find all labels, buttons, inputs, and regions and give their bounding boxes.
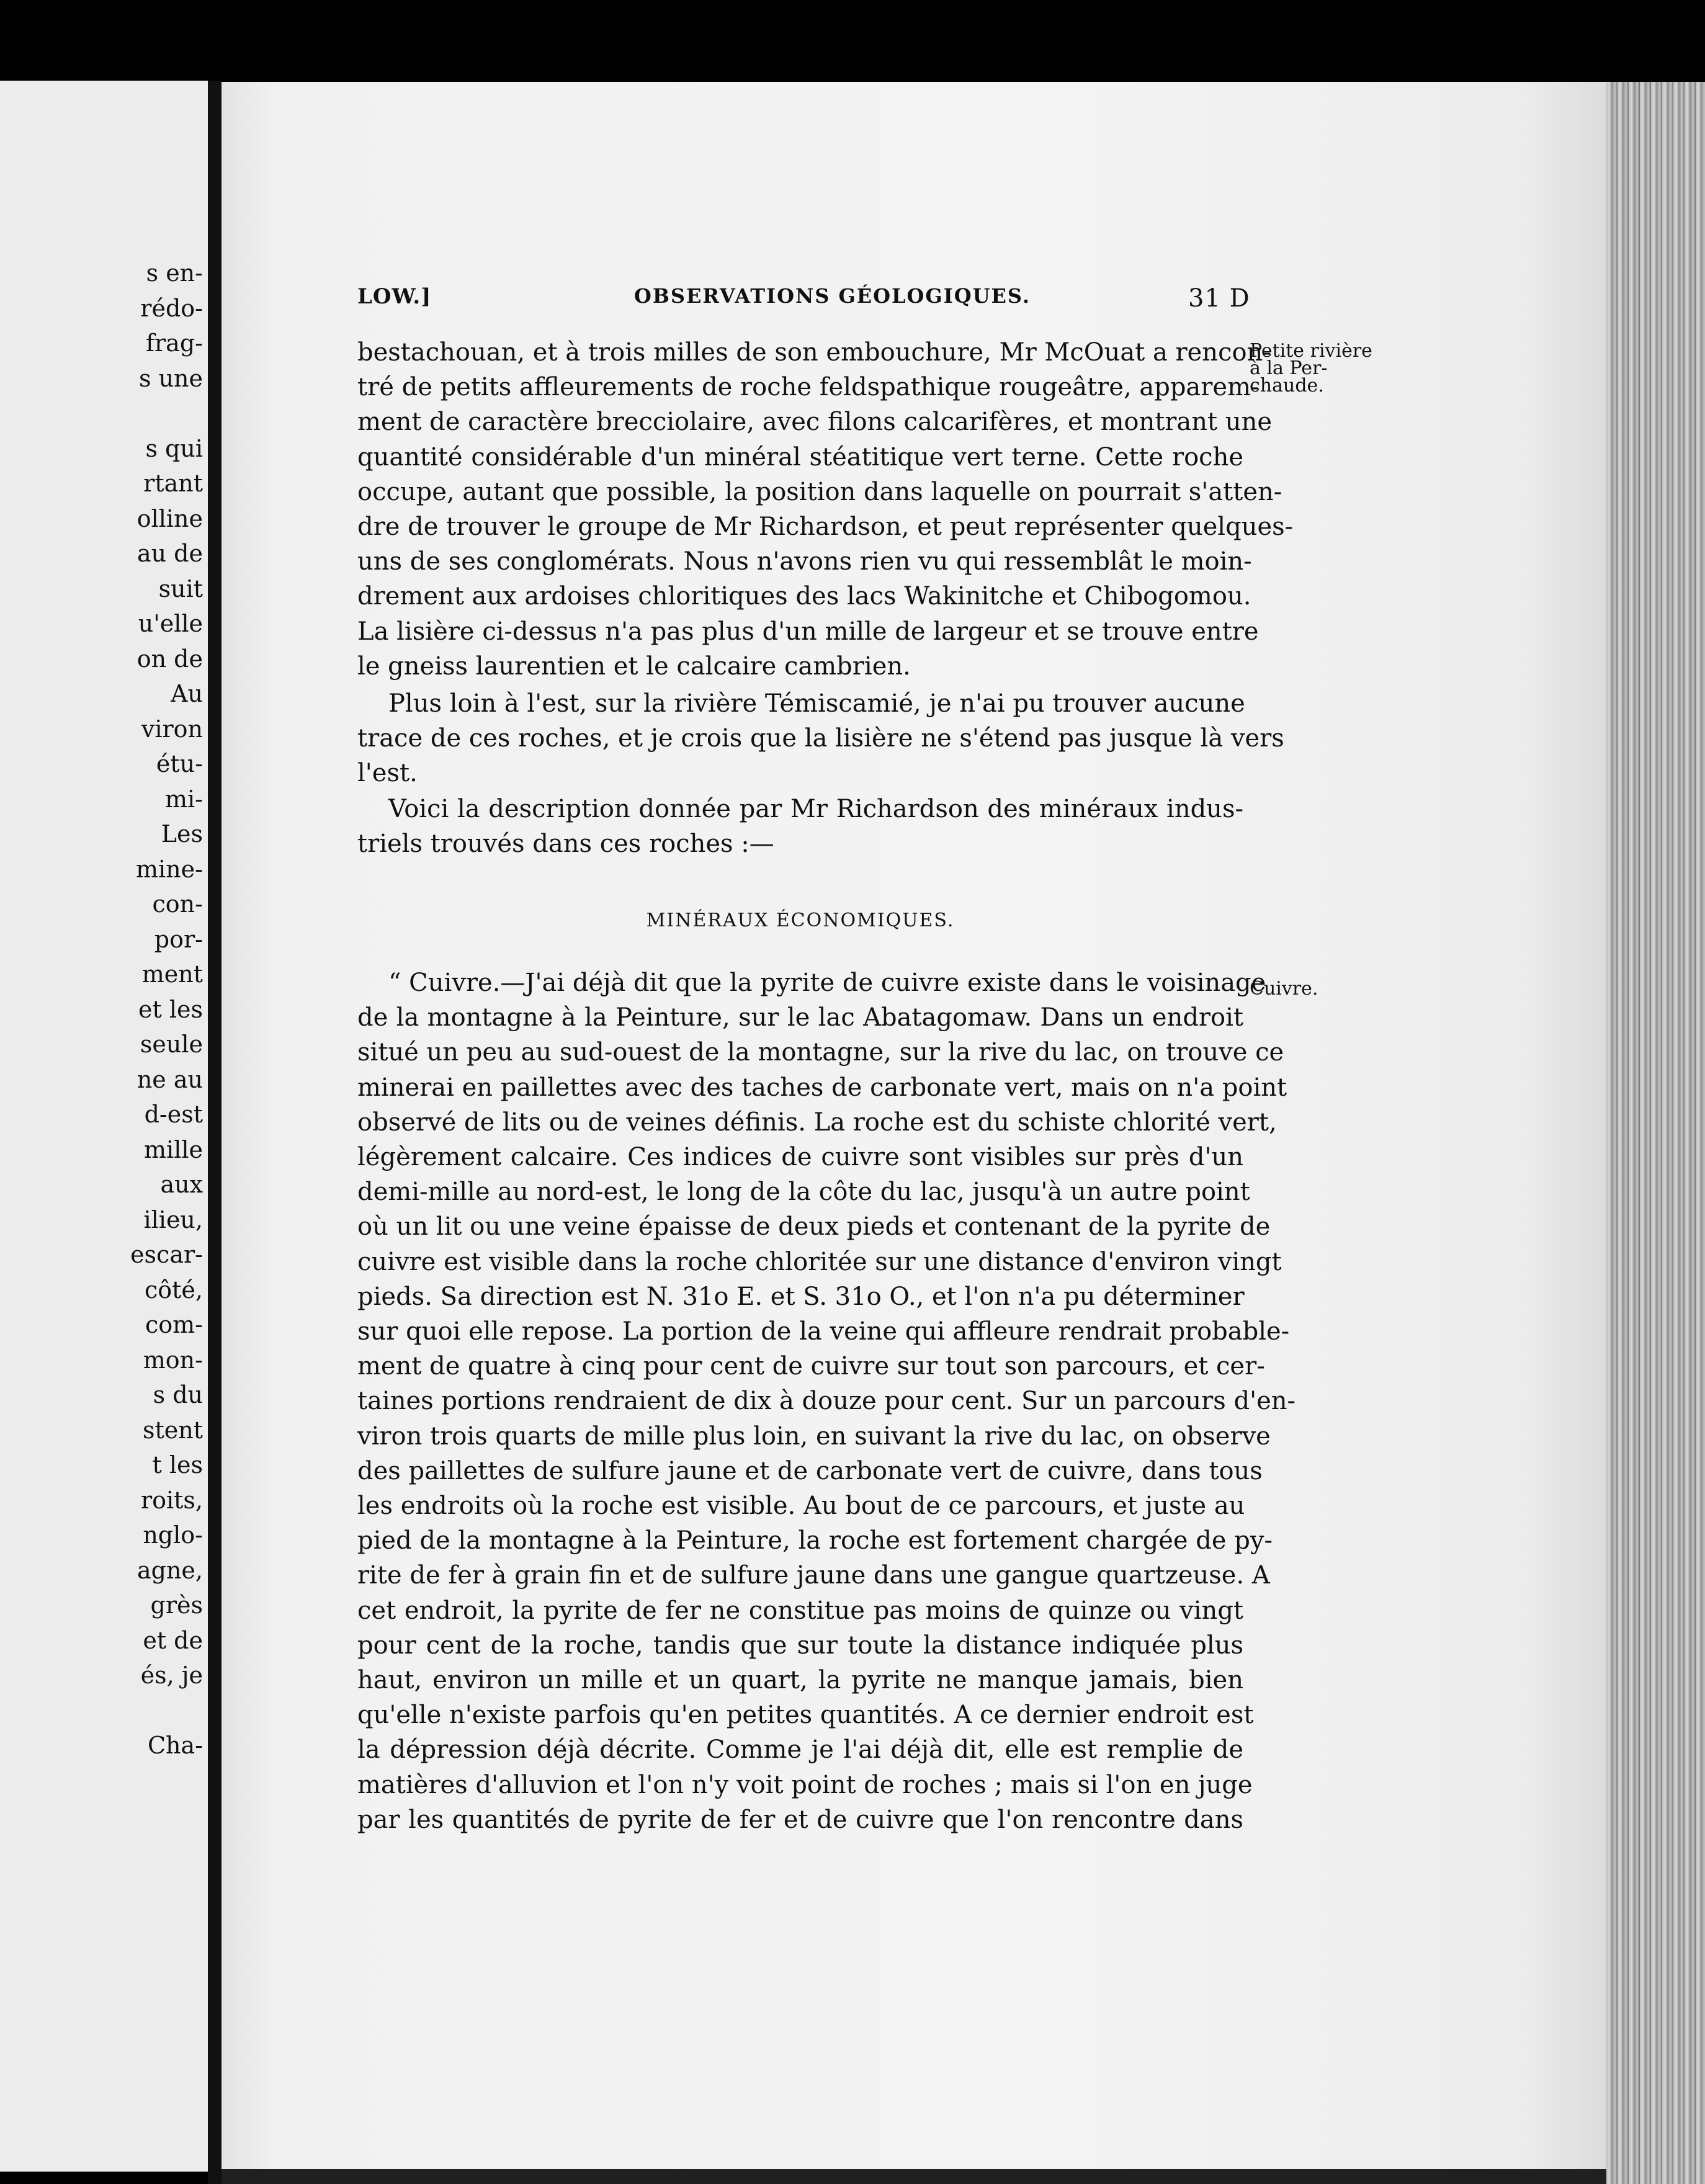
left-page-line: viron — [141, 715, 203, 743]
left-page-line: on de — [136, 645, 203, 673]
text-line: trace de ces roches, et je crois que la lisière ne s'étend pas jusque là vers — [357, 724, 1284, 753]
left-page-line: ilieu, — [143, 1206, 203, 1233]
left-page-line: escar- — [130, 1241, 203, 1268]
left-page-line: grès — [150, 1591, 203, 1619]
left-page-fragment — [0, 81, 208, 2172]
text-line: haut, environ un mille et un quart, la pyrite ne manque jamais, bien — [357, 1666, 1243, 1694]
text-line: la dépression déjà décrite. Comme je l'ai déjà dit, elle est remplie de — [357, 1735, 1243, 1765]
left-page-line: olline — [136, 504, 203, 532]
scan-border-top — [0, 0, 1705, 81]
left-page-line: és, je — [140, 1662, 203, 1689]
text-line: l'est. — [357, 759, 418, 788]
left-page-line: u'elle — [138, 610, 203, 637]
left-page-line: d-est — [144, 1101, 203, 1128]
text-line: par les quantités de pyrite de fer et de cuivre que l'on rencontre dans — [357, 1805, 1243, 1834]
left-page-line: ment — [141, 960, 203, 988]
left-page-line: et les — [138, 995, 203, 1023]
text-line: drement aux ardoises chloritiques des lacs Wakinitche et Chibogomou. — [357, 582, 1251, 611]
page-number: 31 D — [1188, 284, 1250, 313]
text-line: les endroits où la roche est visible. Au bout de ce parcours, et juste au — [357, 1492, 1245, 1520]
left-page-line: s en- — [146, 259, 203, 287]
scan-border-bottom — [222, 2169, 1606, 2184]
left-page-line: mine- — [136, 855, 203, 883]
text-line: taines portions rendraient de dix à douze pour cent. Sur un parcours d'en- — [357, 1387, 1296, 1416]
text-line: qu'elle n'existe parfois qu'en petites quantités. A ce dernier endroit est — [357, 1701, 1254, 1730]
left-page-line: rtant — [143, 470, 203, 497]
left-page-line: côté, — [145, 1276, 203, 1304]
left-page-line: et de — [143, 1626, 203, 1654]
left-page-line: mi- — [164, 785, 203, 813]
page-edges — [1606, 82, 1705, 2184]
left-page-line: com- — [145, 1311, 203, 1338]
text-line: minerai en paillettes avec des taches de carbonate vert, mais on n'a point — [357, 1073, 1287, 1102]
left-page-line: ne au — [136, 1065, 203, 1093]
text-line: situé un peu au sud-ouest de la montagne, sur la rive du lac, on trouve ce — [357, 1038, 1284, 1067]
left-page-line: Cha- — [147, 1732, 203, 1759]
text-line: légèrement calcaire. Ces indices de cuivre sont visibles sur près d'un — [357, 1143, 1243, 1171]
book-spine — [208, 81, 222, 2184]
left-page-line: con- — [152, 890, 203, 918]
left-page-line: roits, — [140, 1486, 203, 1514]
text-line: bestachouan, et à trois milles de son embouchure, Mr McOuat a rencon- — [357, 338, 1271, 367]
text-line: pied de la montagne à la Peinture, la roche est fortement chargée de py- — [357, 1526, 1273, 1555]
left-page-line: por- — [154, 925, 203, 953]
margin-note-cuivre: Cuivre. — [1250, 978, 1318, 1000]
running-head-title: OBSERVATIONS GÉOLOGIQUES. — [634, 284, 1031, 308]
text-line: triels trouvés dans ces roches :— — [357, 830, 774, 859]
section-heading: MINÉRAUX ÉCONOMIQUES. — [646, 910, 955, 931]
left-page-line: t les — [152, 1451, 203, 1479]
text-line: quantité considérable d'un minéral stéatitique vert terne. Cette roche — [357, 442, 1243, 472]
text-line: Voici la description donnée par Mr Richardson des minéraux indus- — [388, 795, 1243, 823]
left-page-line: étu- — [156, 750, 203, 777]
margin-note-petite-riviere — [1250, 342, 1372, 395]
text-line: Plus loin à l'est, sur la rivière Témiscamié, je n'ai pu trouver aucune — [388, 689, 1245, 718]
left-page-line: aux — [160, 1171, 203, 1198]
text-line: le gneiss laurentien et le calcaire cambrien. — [357, 651, 911, 681]
left-page-line: stent — [142, 1416, 203, 1444]
text-line: “ Cuivre.—J'ai déjà dit que la pyrite de cuivre existe dans le voisinage — [388, 969, 1266, 997]
text-line: pour cent de la roche, tandis que sur toute la distance indiquée plus — [357, 1631, 1243, 1660]
text-line: tré de petits affleurements de roche feldspathique rougeâtre, apparem- — [357, 373, 1260, 402]
margin-note-line: chaude. — [1250, 375, 1324, 396]
text-line: ment de quatre à cinq pour cent de cuivre sur tout son parcours, et cer- — [357, 1352, 1265, 1381]
text-line: observé de lits ou de veines définis. La roche est du schiste chlorité vert, — [357, 1108, 1277, 1137]
left-page-line: suit — [158, 575, 203, 602]
text-line: sur quoi elle repose. La portion de la veine qui affleure rendrait probable- — [357, 1317, 1290, 1346]
running-head-author: LOW.] — [357, 284, 432, 309]
left-page-line: agne, — [136, 1556, 203, 1584]
text-line: ment de caractère brecciolaire, avec filons calcarifères, et montrant une — [357, 408, 1273, 437]
left-page-line: mille — [144, 1135, 203, 1163]
text-line: de la montagne à la Peinture, sur le lac Abatagomaw. Dans un endroit — [357, 1003, 1243, 1032]
margin-note-line: à la Per- — [1250, 357, 1328, 379]
text-line: où un lit ou une veine épaisse de deux pieds et contenant de la pyrite de — [357, 1212, 1271, 1242]
left-page-line: frag- — [145, 329, 203, 357]
text-line: cuivre est visible dans la roche chloritée sur une distance d'environ vingt — [357, 1247, 1282, 1276]
text-line: uns de ses conglomérats. Nous n'avons rien vu qui ressemblât le moin- — [357, 547, 1252, 576]
text-line: des paillettes de sulfure jaune et de carbonate vert de cuivre, dans tous — [357, 1456, 1263, 1485]
left-page-line: s du — [153, 1381, 203, 1408]
left-page-line: Les — [161, 820, 203, 848]
text-line: demi-mille au nord-est, le long de la côte du lac, jusqu'à un autre point — [357, 1178, 1250, 1207]
left-page-line: s une — [138, 364, 203, 392]
left-page-line: au de — [136, 540, 203, 567]
margin-note-line: Petite rivière — [1250, 340, 1372, 362]
left-page-line: Au — [171, 680, 203, 707]
left-page-line: mon- — [143, 1346, 203, 1374]
left-page-line: seule — [140, 1031, 203, 1058]
left-page-line: s qui — [145, 434, 203, 462]
text-line: La lisière ci-dessus n'a pas plus d'un mille de largeur et se trouve entre — [357, 617, 1259, 646]
text-line: cet endroit, la pyrite de fer ne constitue pas moins de quinze ou vingt — [357, 1596, 1243, 1625]
text-line: occupe, autant que possible, la position dans laquelle on pourrait s'atten- — [357, 477, 1282, 506]
left-page-line: nglo- — [143, 1521, 203, 1549]
text-line: viron trois quarts de mille plus loin, en suivant la rive du lac, on observe — [357, 1421, 1271, 1451]
text-line: matières d'alluvion et l'on n'y voit point de roches ; mais si l'on en juge — [357, 1770, 1253, 1799]
text-line: pieds. Sa direction est N. 31o E. et S. 31o O., et l'on n'a pu déterminer — [357, 1282, 1245, 1311]
text-line: dre de trouver le groupe de Mr Richardson, et peut représenter quelques- — [357, 512, 1294, 541]
left-page-line: rédo- — [140, 294, 203, 322]
text-line: rite de fer à grain fin et de sulfure jaune dans une gangue quartzeuse. A — [357, 1561, 1270, 1590]
